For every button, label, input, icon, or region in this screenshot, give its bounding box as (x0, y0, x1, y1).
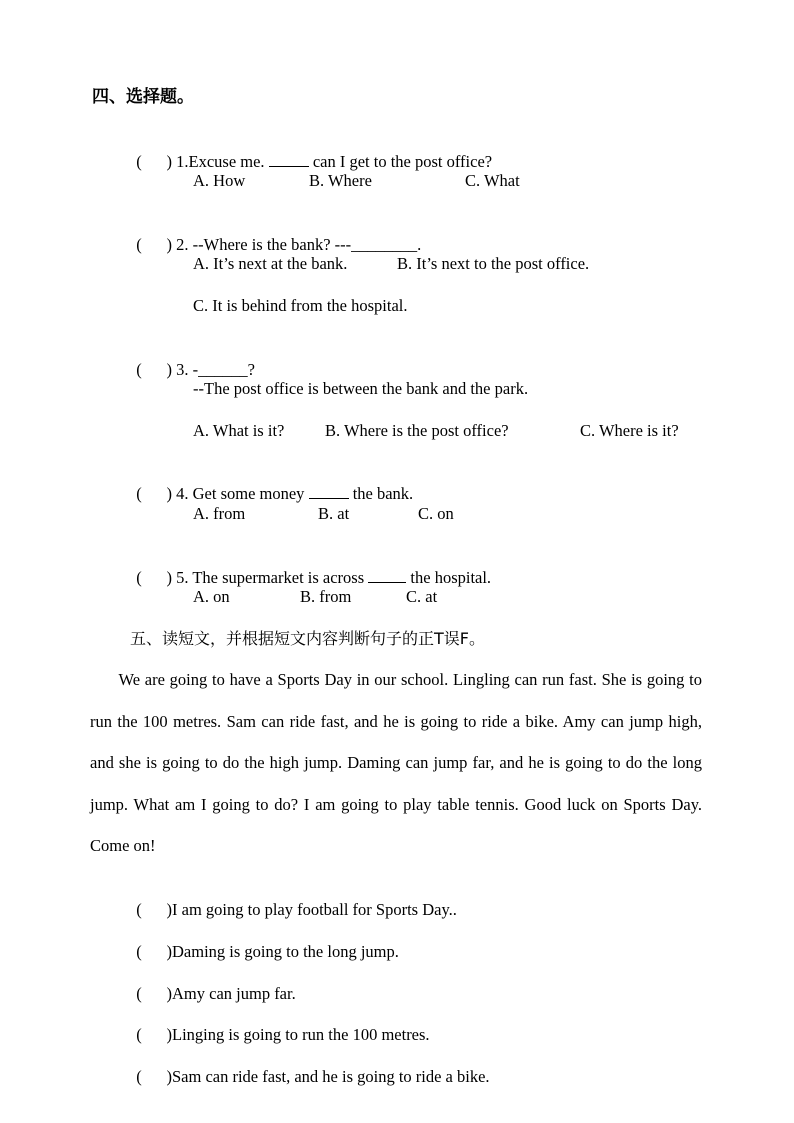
question-5-option-c: C. at (406, 587, 438, 606)
statement-4 (128, 1002, 430, 1046)
statement-2 (128, 919, 399, 963)
question-1 (128, 129, 492, 173)
question-2-option-a: A. It’s next at the bank. (193, 254, 348, 273)
question-1-option-c: C. What (465, 171, 520, 190)
statement-text: Daming is going to the long jump. (172, 942, 399, 961)
section-4-title: 四、选择题。 (92, 87, 194, 107)
answer-paren[interactable]: ( ) (136, 360, 172, 379)
question-4-option-a: A. from (193, 504, 246, 523)
question-2-option-c: C. It is behind from the hospital. (193, 296, 408, 315)
statement-3 (128, 961, 296, 1005)
question-2-text: 2. --Where is the bank? ---________. (176, 235, 422, 254)
statement-text: Linging is going to run the 100 metres. (172, 1025, 430, 1044)
answer-paren[interactable]: ( ) (136, 152, 172, 171)
answer-paren[interactable]: ( ) (136, 1067, 172, 1086)
answer-paren[interactable]: ( ) (136, 900, 172, 919)
answer-paren[interactable]: ( ) (136, 568, 172, 587)
answer-paren[interactable]: ( ) (136, 235, 172, 254)
passage-text: We are going to have a Sports Day in our school. Lingling can run fast. She is going to run the 100 metres. Sam can ride fast, and he is going to ride a bike. Amy can jump high, and she is going to do the high jump. Daming can jump far, and he is going to do the long jump. What am I going to do? I am going to play table tennis. Good luck on Sports Day. Come on! (90, 670, 703, 856)
question-1-text-post: can I get to the post office? (312, 152, 493, 171)
question-5-text-pre: 5. The supermarket is across (176, 568, 365, 587)
question-5-option-a: A. on (193, 587, 230, 606)
question-2 (128, 212, 421, 256)
question-2-option-b: B. It’s next to the post office. (397, 254, 590, 273)
answer-blank[interactable] (309, 483, 349, 499)
statement-text: Amy can jump far. (172, 984, 296, 1003)
statement-5 (128, 1044, 490, 1088)
statement-1 (128, 877, 457, 921)
question-4-option-b: B. at (318, 504, 350, 523)
question-3-option-a: A. What is it? (193, 421, 285, 440)
reading-passage (90, 659, 702, 867)
question-5-text-post: the hospital. (410, 568, 492, 587)
answer-paren[interactable]: ( ) (136, 984, 172, 1003)
question-5-option-b: B. from (300, 587, 352, 606)
question-3-option-b: B. Where is the post office? (325, 421, 509, 440)
answer-blank[interactable] (368, 567, 406, 583)
question-4 (128, 461, 413, 505)
question-1-text-pre: 1.Excuse me. (176, 152, 265, 171)
question-3-text: 3. -______? (176, 360, 255, 379)
question-1-option-a: A. How (193, 171, 246, 190)
question-4-option-c: C. on (418, 504, 454, 523)
question-3-option-c: C. Where is it? (580, 421, 679, 440)
statement-text: Sam can ride fast, and he is going to ride a bike. (172, 1067, 490, 1086)
statement-text: I am going to play football for Sports Day.. (172, 900, 457, 919)
question-3 (128, 337, 255, 381)
question-4-text-pre: 4. Get some money (176, 484, 305, 503)
section-5-title: 五、读短文，并根据短文内容判断句子的正T误F。 (130, 629, 485, 648)
question-3-answer-line: --The post office is between the bank and the park. (193, 379, 529, 398)
answer-paren[interactable]: ( ) (136, 1025, 172, 1044)
question-5 (128, 545, 491, 589)
answer-paren[interactable]: ( ) (136, 484, 172, 503)
question-1-option-b: B. Where (309, 171, 372, 190)
answer-blank[interactable] (269, 151, 309, 167)
question-4-text-post: the bank. (352, 484, 414, 503)
answer-paren[interactable]: ( ) (136, 942, 172, 961)
